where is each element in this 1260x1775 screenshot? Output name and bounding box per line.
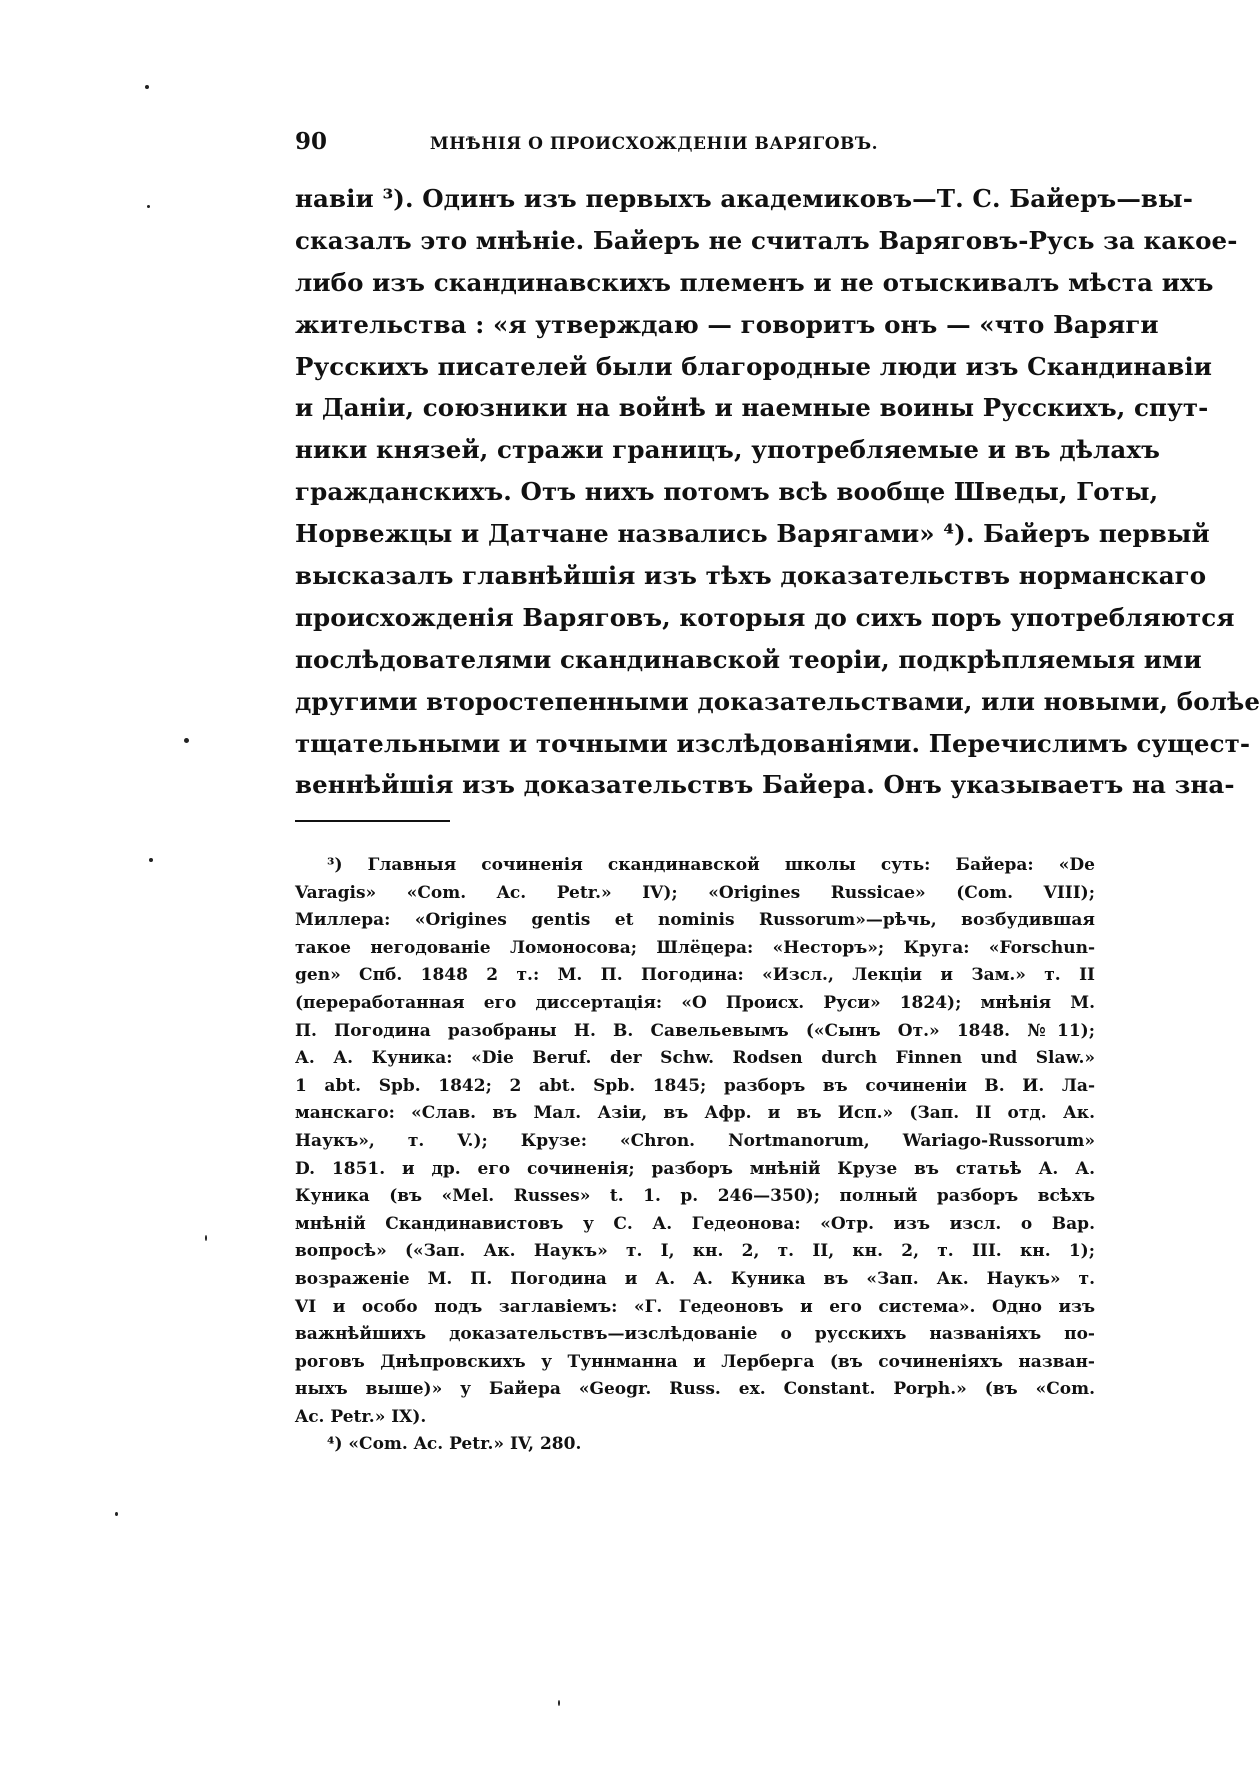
- footnote-line: П. Погодина разобраны Н. В. Савельевымъ («Сынъ От.» 1848. №11);: [295, 1020, 1095, 1041]
- body-line: либо изъ скандинавскихъ племенъ и не отыскивалъ мѣста ихъ: [295, 267, 1214, 297]
- body-line: происхожденія Варяговъ, которыя до сихъ поръ употребляются: [295, 602, 1235, 632]
- footnote-line: 1 abt. Spb. 1842; 2 abt. Spb. 1845; разборъ въ сочиненіи В. И. Ла-: [295, 1075, 1095, 1096]
- scan-speck: [149, 858, 153, 862]
- scan-speck: [184, 738, 189, 743]
- body-line: тщательными и точными изслѣдованіями. Перечислимъ сущест-: [295, 728, 1251, 758]
- body-line: сказалъ это мнѣніе. Байеръ не считалъ Варяговъ-Русь за какое-: [295, 225, 1238, 255]
- footnote-line: gen» Спб. 1848 2 т.: М. П. Погодина: «Изсл., Лекціи и Зам.» т. II: [295, 965, 1095, 986]
- footnote-line: роговъ Днѣпровскихъ у Туннманна и Лерберга (въ сочиненіяхъ назван-: [295, 1351, 1095, 1372]
- footnote-line: ныхъ выше)» у Байера «Geogr. Russ. ex. Constant. Porph.» (въ «Com.: [295, 1379, 1095, 1400]
- footnote-line: (переработанная его диссертація: «О Происх. Руси» 1824); мнѣнія М.: [295, 992, 1095, 1013]
- body-line: навіи ³). Одинъ изъ первыхъ академиковъ—Т. С. Байеръ—вы-: [295, 184, 1193, 213]
- page-number: 90: [295, 128, 328, 155]
- body-line: и Даніи, союзники на войнѣ и наемные воины Русскихъ, спут-: [295, 393, 1209, 423]
- running-title: МНѢНІЯ О ПРОИСХОЖДЕНІИ ВАРЯГОВЪ.: [429, 134, 879, 154]
- footnote-line: манскаго: «Слав. въ Мал. Азіи, въ Афр. и въ Исп.» (Зап. II отд. Ак.: [295, 1103, 1095, 1124]
- body-line: ники князей, стражи границъ, употребляемые и въ дѣлахъ: [295, 435, 1160, 465]
- body-line: Русскихъ писателей были благородные люди изъ Скандинавіи: [295, 351, 1213, 381]
- body-line: другими второстепенными доказательствами, или новыми, болѣе: [295, 686, 1260, 716]
- body-line: веннѣйшія изъ доказательствъ Байера. Онъ указываетъ на зна-: [295, 770, 1235, 800]
- footnote-line: ³) Главныя сочиненія скандинавской школы суть: Байера: «De: [327, 855, 1095, 875]
- footnote-line: Varagis» «Com. Ac. Petr.» IV); «Origines Russicae» (Com. VIII);: [295, 882, 1095, 903]
- footnote-line: D. 1851. и др. его сочиненія; разборъ мнѣній Крузе въ статьѣ А. А.: [295, 1158, 1095, 1179]
- footnote-line: такое негодованіе Ломоносова; Шлёцера: «Несторъ»; Круга: «Forschun-: [295, 937, 1095, 958]
- body-text: [295, 178, 1260, 806]
- scan-speck: [147, 205, 150, 208]
- footnote-line: важнѣйшихъ доказательствъ—изслѣдованіе о русскихъ названіяхъ по-: [295, 1324, 1095, 1345]
- footnote-line: VI и особо подъ заглавіемъ: «Г. Гедеоновъ и его система». Одно изъ: [295, 1296, 1095, 1317]
- footnote-line: возраженіе М. П. Погодина и А. А. Куника въ «Зап. Ак. Наукъ» т.: [295, 1268, 1095, 1289]
- body-line: жительства : «я утверждаю — говоритъ онъ — «что Варяги: [295, 309, 1159, 339]
- body-line: послѣдователями скандинавской теоріи, подкрѣпляемыя ими: [295, 644, 1202, 674]
- footnote-line: Наукъ», т. V.); Крузе: «Chron. Nortmanorum, Wariago-Russorum»: [295, 1130, 1095, 1151]
- footnote-line: Ac. Petr.» IX).: [295, 1406, 427, 1427]
- body-line: гражданскихъ. Отъ нихъ потомъ всѣ вообще Шведы, Готы,: [295, 477, 1159, 507]
- scan-speck: [115, 1512, 118, 1516]
- footnote-separator: [295, 820, 450, 822]
- footnote-line: вопросѣ» («Зап. Ак. Наукъ» т. I, кн. 2, т. II, кн. 2, т. III. кн. 1);: [295, 1241, 1095, 1262]
- body-line: высказалъ главнѣйшія изъ тѣхъ доказательствъ норманскаго: [295, 561, 1207, 591]
- scan-speck: [558, 1700, 560, 1706]
- footnotes: [295, 852, 1095, 1459]
- footnote-line: А. А. Куника: «Die Beruf. der Schw. Rodsen durch Finnen und Slaw.»: [295, 1048, 1095, 1069]
- scan-speck: [145, 85, 149, 89]
- scan-speck: [205, 1235, 207, 1241]
- footnote-line: Куника (въ «Mel. Russes» t. 1. p. 246—350); полный разборъ всѣхъ: [295, 1186, 1095, 1207]
- footnote-line: Миллера: «Origines gentis et nominis Russorum»—рѣчь, возбудившая: [295, 910, 1095, 931]
- page-header: [295, 128, 923, 164]
- body-line: Норвежцы и Датчане назвались Варягами» ⁴). Байеръ первый: [295, 519, 1210, 549]
- footnote-line: ⁴) «Com. Ac. Petr.» IV, 280.: [327, 1434, 582, 1455]
- footnote-line: мнѣній Скандинавистовъ у С. А. Гедеонова: «Отр. изъ изсл. о Вар.: [295, 1213, 1095, 1234]
